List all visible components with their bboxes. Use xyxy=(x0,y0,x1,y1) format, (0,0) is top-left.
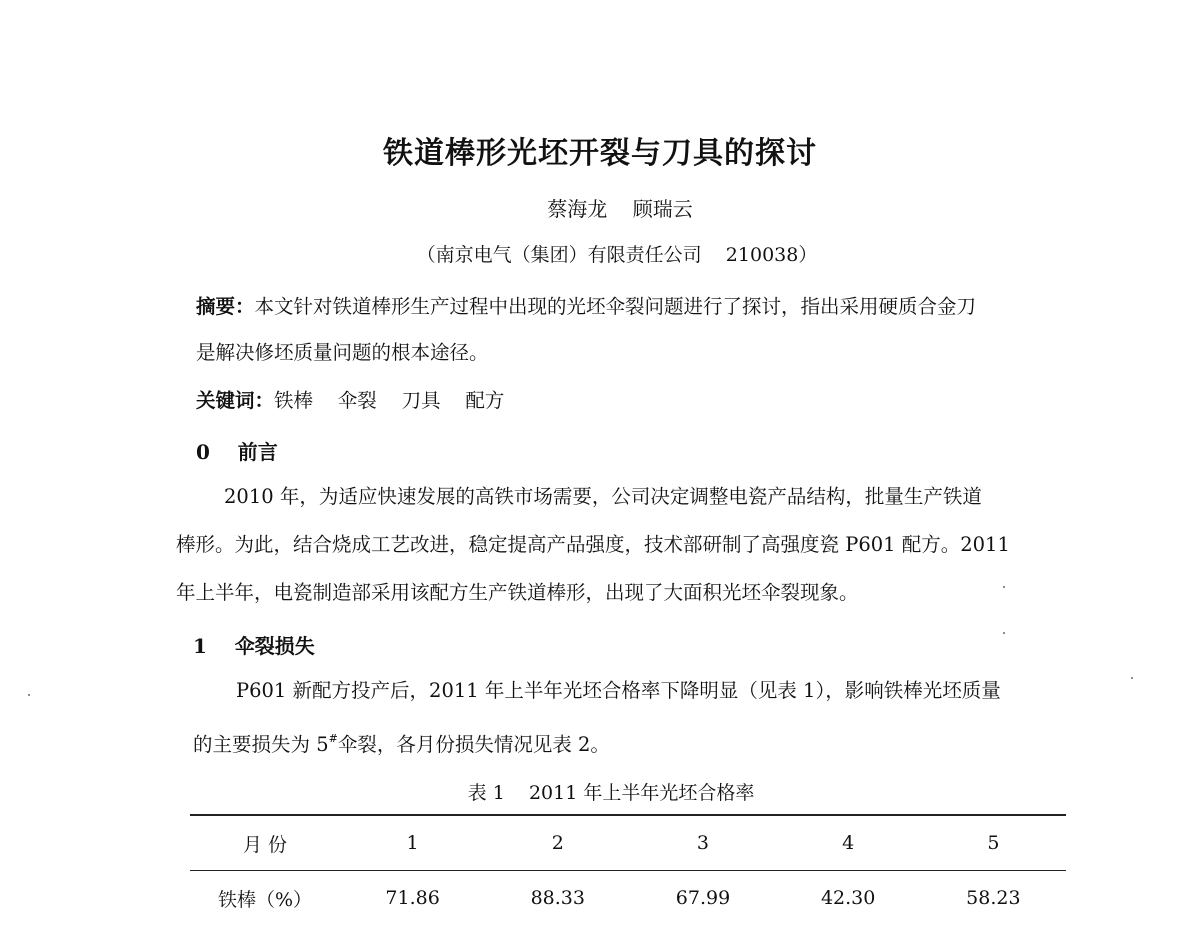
table-cell: 71.86 xyxy=(385,887,440,909)
table-cell: 铁棒（%） xyxy=(217,888,313,911)
keywords-label: 关键词： xyxy=(196,389,275,412)
table-row xyxy=(190,870,1066,926)
section-1-line-2-sup: # xyxy=(328,732,338,745)
table-cell: 42.30 xyxy=(820,887,876,909)
section-1-line-2-post: 伞裂，各月份损失情况见表 2。 xyxy=(337,733,610,756)
scan-speck xyxy=(1003,586,1005,588)
paper-affiliation: （南京电气（集团）有限责任公司 210038） xyxy=(416,244,818,266)
section-1-line-2-pre: 的主要损失为 5 xyxy=(193,733,329,756)
paper-title: 铁道棒形光坯开裂与刀具的探讨 xyxy=(383,136,817,171)
table-cell: 88.33 xyxy=(530,887,585,909)
keywords-text: 铁棒 伞裂 刀具 配方 xyxy=(274,389,505,412)
section-1-heading: 1 伞裂损失 xyxy=(193,634,315,658)
section-0-line-3: 年上半年，电瓷制造部采用该配方生产铁道棒形，出现了大面积光坯伞裂现象。 xyxy=(176,581,859,604)
section-0-heading: 0 前言 xyxy=(196,440,278,464)
scan-speck xyxy=(28,694,30,696)
section-0-line-2: 棒形。为此，结合烧成工艺改进，稳定提高产品强度，技术部研制了高强度瓷 P601 配方。2011 xyxy=(176,533,1010,556)
abstract-label: 摘要： xyxy=(196,295,255,318)
abstract-line-1 xyxy=(196,284,976,330)
table-1-caption: 表 1 2011 年上半年光坯合格率 xyxy=(467,782,755,804)
section-1-line-2 xyxy=(193,716,610,768)
table-header-cell: 1 xyxy=(406,832,419,854)
abstract-text-1: 本文针对铁道棒形生产过程中出现的光坯伞裂问题进行了探讨，指出采用硬质合金刀 xyxy=(254,295,977,318)
scan-speck xyxy=(1131,677,1133,679)
table-header-cell: 2 xyxy=(551,832,564,854)
table-header-cell: 5 xyxy=(987,832,1000,854)
table-header-cell: 3 xyxy=(696,832,710,854)
abstract-line-2: 是解决修坯质量问题的根本途径。 xyxy=(196,341,489,364)
scan-speck xyxy=(1003,632,1005,634)
table-1 xyxy=(190,816,1066,926)
table-header-row xyxy=(190,816,1066,870)
table-header-cell: 月 份 xyxy=(242,833,288,856)
keywords-line xyxy=(196,378,504,424)
section-0-line-1: 2010 年，为适应快速发展的高铁市场需要，公司决定调整电瓷产品结构，批量生产铁道 xyxy=(224,485,982,508)
section-1-line-1: P601 新配方投产后，2011 年上半年光坯合格率下降明显（见表 1），影响铁棒光坯质量 xyxy=(236,679,1001,702)
paper-authors: 蔡海龙 顾瑞云 xyxy=(547,197,693,221)
table-cell: 67.99 xyxy=(675,887,731,909)
table-header-cell: 4 xyxy=(842,832,855,854)
table-cell: 58.23 xyxy=(966,887,1021,909)
